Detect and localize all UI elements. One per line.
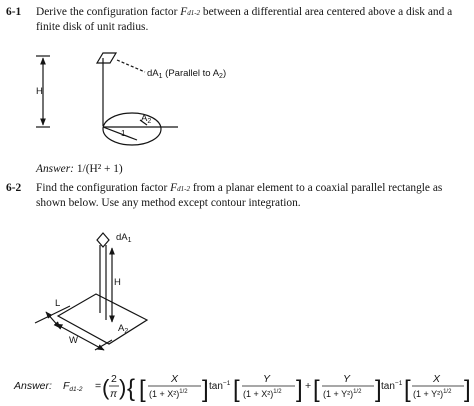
problem-number: 6-2 [6,182,22,194]
bracket: [ [139,376,146,403]
A2-label: $A_2$ [141,113,152,125]
tan-function: $\tan^{-1}$ [209,380,231,392]
dA1-element [97,53,116,63]
tan-function: $\tan^{-1}$ [381,380,403,392]
two: 2 [111,373,117,385]
paren-close: ) [119,375,127,400]
formula-lhs: Fd1-2 [63,380,83,393]
numerator-X: X [171,373,179,385]
bracket: ] [202,376,209,403]
height-label: H [36,86,43,97]
bracket: [ [313,376,320,403]
dA1-element [97,233,109,247]
bracket: ] [375,376,382,403]
equals-sign: = [95,380,102,392]
paren-open: ( [102,375,110,400]
bracket: ] [296,376,303,403]
dA1-label: $dA_1$ [116,232,132,244]
dA1-leader [117,60,145,72]
figure-rectangle [35,233,147,350]
bracket: [ [233,376,240,403]
denominator: $(1 + X^2)^{1/2}$ [243,389,282,399]
W-label: W [69,335,78,346]
problem-text: Derive the configuration factor Fd1-2 between a differential area centered above a disk and a finite disk of unit radius. [36,6,453,33]
denominator: $(1 + Y^2)^{1/2}$ [323,389,362,399]
height-label: H [114,277,121,288]
L-label: L [55,298,61,309]
answer-value: 1/(H² + 1) [76,163,123,175]
brace-open: { [127,375,136,402]
figure-disk [36,53,178,145]
numerator-Y: Y [343,373,351,385]
numerator-X: X [433,373,441,385]
denominator: $(1 + Y^2)^{1/2}$ [413,389,452,399]
numerator-Y: Y [263,373,271,385]
denominator: $(1 + X^2)^{1/2}$ [149,389,188,399]
pi: π [110,388,118,400]
bracket: [ [404,376,411,403]
bracket: ] [464,376,471,403]
disk-A2 [103,113,161,145]
radius-label: 1 [121,129,126,138]
answer-label: Answer: [14,380,52,392]
plus-sign: + [305,380,312,392]
dA1-label: $dA_1$ (Parallel to $A_2$) [147,68,227,80]
answer-label: Answer: [36,163,74,175]
problem-number: 6-1 [6,6,22,18]
A2-label: $A_2$ [118,323,129,335]
answer-formula [13,373,471,403]
problem-text: Find the configuration factor Fd1-2 from a planar element to a coaxial parallel rectangle as shown below. Use any method except contour integration. [36,182,443,209]
L-extension [35,306,70,323]
